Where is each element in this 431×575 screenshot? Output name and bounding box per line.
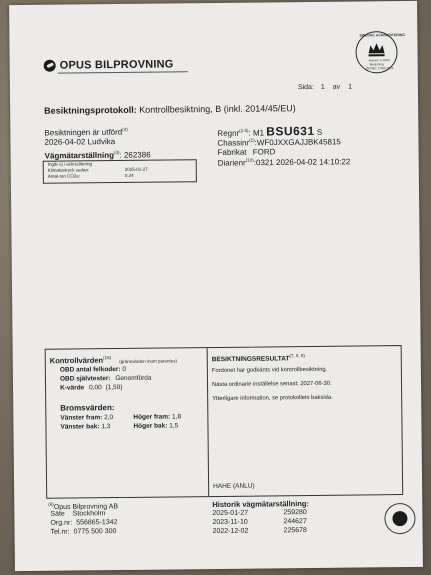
- result-line-1: Fordonet har godkänts vid kontrollbesiktning.: [211, 366, 328, 375]
- brake-values-heading: Bromsvärden:: [60, 403, 115, 413]
- diary-value: 0321 2026-04-02 14:10:22: [255, 157, 351, 168]
- brake-rear-left: Vänster bak: 1,3: [60, 423, 111, 431]
- company-logo-text: OPUS BILPROVNING: [59, 58, 174, 72]
- limits-note: (gränsvärden inom parentes): [119, 357, 178, 364]
- seal-text: SWEDAC ACKREDITERING: [359, 33, 405, 38]
- result-line-3: Ytterligare information, se protokollets baksida.: [212, 394, 333, 403]
- company-phone: Tel.nr: 0775 500 300: [50, 528, 117, 536]
- company-seat: Säte Stockholm: [50, 510, 106, 518]
- control-values-heading: Kontrollvärden$^{(16)}$ (gränsvärden inom parentes): [49, 355, 178, 366]
- climate-note-row: Antal-ton CO2e: 0.34: [47, 172, 134, 179]
- inspection-protocol-sheet: [9, 1, 423, 571]
- results-divider: [207, 348, 210, 496]
- k-value-number: 0,00: [89, 384, 102, 392]
- logo-underline: [58, 71, 188, 73]
- odometer-history-row: 2022-12-02 225678: [212, 527, 307, 536]
- brake-front-left: Vänster fram: 2,0: [60, 414, 114, 422]
- protocol-title: [44, 103, 296, 116]
- chassis-value: WF0JXXGAJJBK45815: [256, 137, 341, 148]
- opus-logo-icon: [44, 60, 56, 72]
- page-total: 1: [348, 83, 353, 91]
- climate-note-box: [43, 159, 197, 184]
- crown-icon: [367, 41, 385, 57]
- certification-stamp-icon: [384, 503, 415, 534]
- regnr-field: Regnr$^{(2.5)}$: M1 BSU631 S: [217, 123, 323, 139]
- protocol-title-label: Besiktningsprotokoll:: [44, 104, 137, 116]
- inspector-signature: HAHE (ANLU): [213, 482, 255, 491]
- page-number: 1: [320, 83, 325, 91]
- diary-field: Diarienr$^{(10)}$:0321 2026-04-02 14:10:22: [217, 157, 351, 168]
- page-indicator: [298, 84, 352, 92]
- make-value: FORD: [252, 147, 276, 157]
- result-line-2: Nästa ordinarie inställelse senast: 2027-06-30.: [212, 380, 332, 389]
- k-value: K-värde 0,00 (1,50): [60, 383, 123, 392]
- company-name: $^{(6)}$Opus Bilprovning AB: [48, 501, 119, 512]
- obd-faults-value: 0: [122, 365, 127, 373]
- stamp-center-icon: [392, 511, 407, 526]
- regnr-suffix: S: [316, 127, 323, 137]
- climate-note-row: Klimatavtryck sedan: 2025-01-27: [47, 166, 148, 173]
- obd-self-value: Genomförda: [115, 374, 152, 383]
- k-value-limit: (1,50): [105, 383, 123, 392]
- odometer-history-row: 2025-01-27 259280: [212, 509, 307, 518]
- performed-value: 2026-04-02 Ludvika: [44, 137, 116, 147]
- result-heading: BESIKTNINGSRESULTAT$^{(7, 8, 9)}$: [211, 353, 305, 364]
- seal-fine-2: Besiktning: [369, 62, 384, 67]
- page-label: Sida:: [297, 83, 314, 92]
- regnr-value: BSU631: [266, 123, 315, 139]
- brake-front-right: Höger fram: 1,8: [133, 413, 182, 421]
- seal-fine-1: Ackred. nr 8976: [368, 58, 390, 63]
- chassis-field: Chassinr$^{(1)}$:WF0JXXGAJJBK45815: [217, 137, 341, 148]
- results-box: [45, 345, 404, 499]
- swedac-seal-icon: [355, 31, 405, 73]
- odometer-history-heading: Historik vägmätarställning:: [212, 499, 310, 510]
- odometer-reading: Vägmätarställning$^{(4)}$: 262386: [44, 150, 151, 161]
- brake-rear-right: Höger bak: 1,5: [133, 422, 179, 430]
- make-field: Fabrikat FORD: [217, 147, 276, 157]
- performed-label: Besiktningen är utförd$^{(3)}$: [44, 126, 128, 138]
- seal-fine-3: ISO/IEC 17020:2012: [365, 66, 394, 71]
- company-org-number: Org.nr: 556865-1342: [50, 519, 118, 527]
- odometer-history-row: 2023-11-10 244627: [212, 518, 307, 527]
- climate-note-row: Ingår ej i ackreditering: [47, 161, 93, 167]
- obd-self-tests: OBD självtester: Genomförda: [59, 374, 152, 383]
- regnr-prefix: M1: [252, 128, 265, 138]
- protocol-title-value: Kontrollbesiktning, B (inkl. 2014/45/EU): [139, 103, 296, 115]
- page-of-label: av: [332, 83, 341, 91]
- obd-faults: OBD antal felkoder: 0: [59, 365, 127, 374]
- odometer-value: 262386: [123, 150, 151, 160]
